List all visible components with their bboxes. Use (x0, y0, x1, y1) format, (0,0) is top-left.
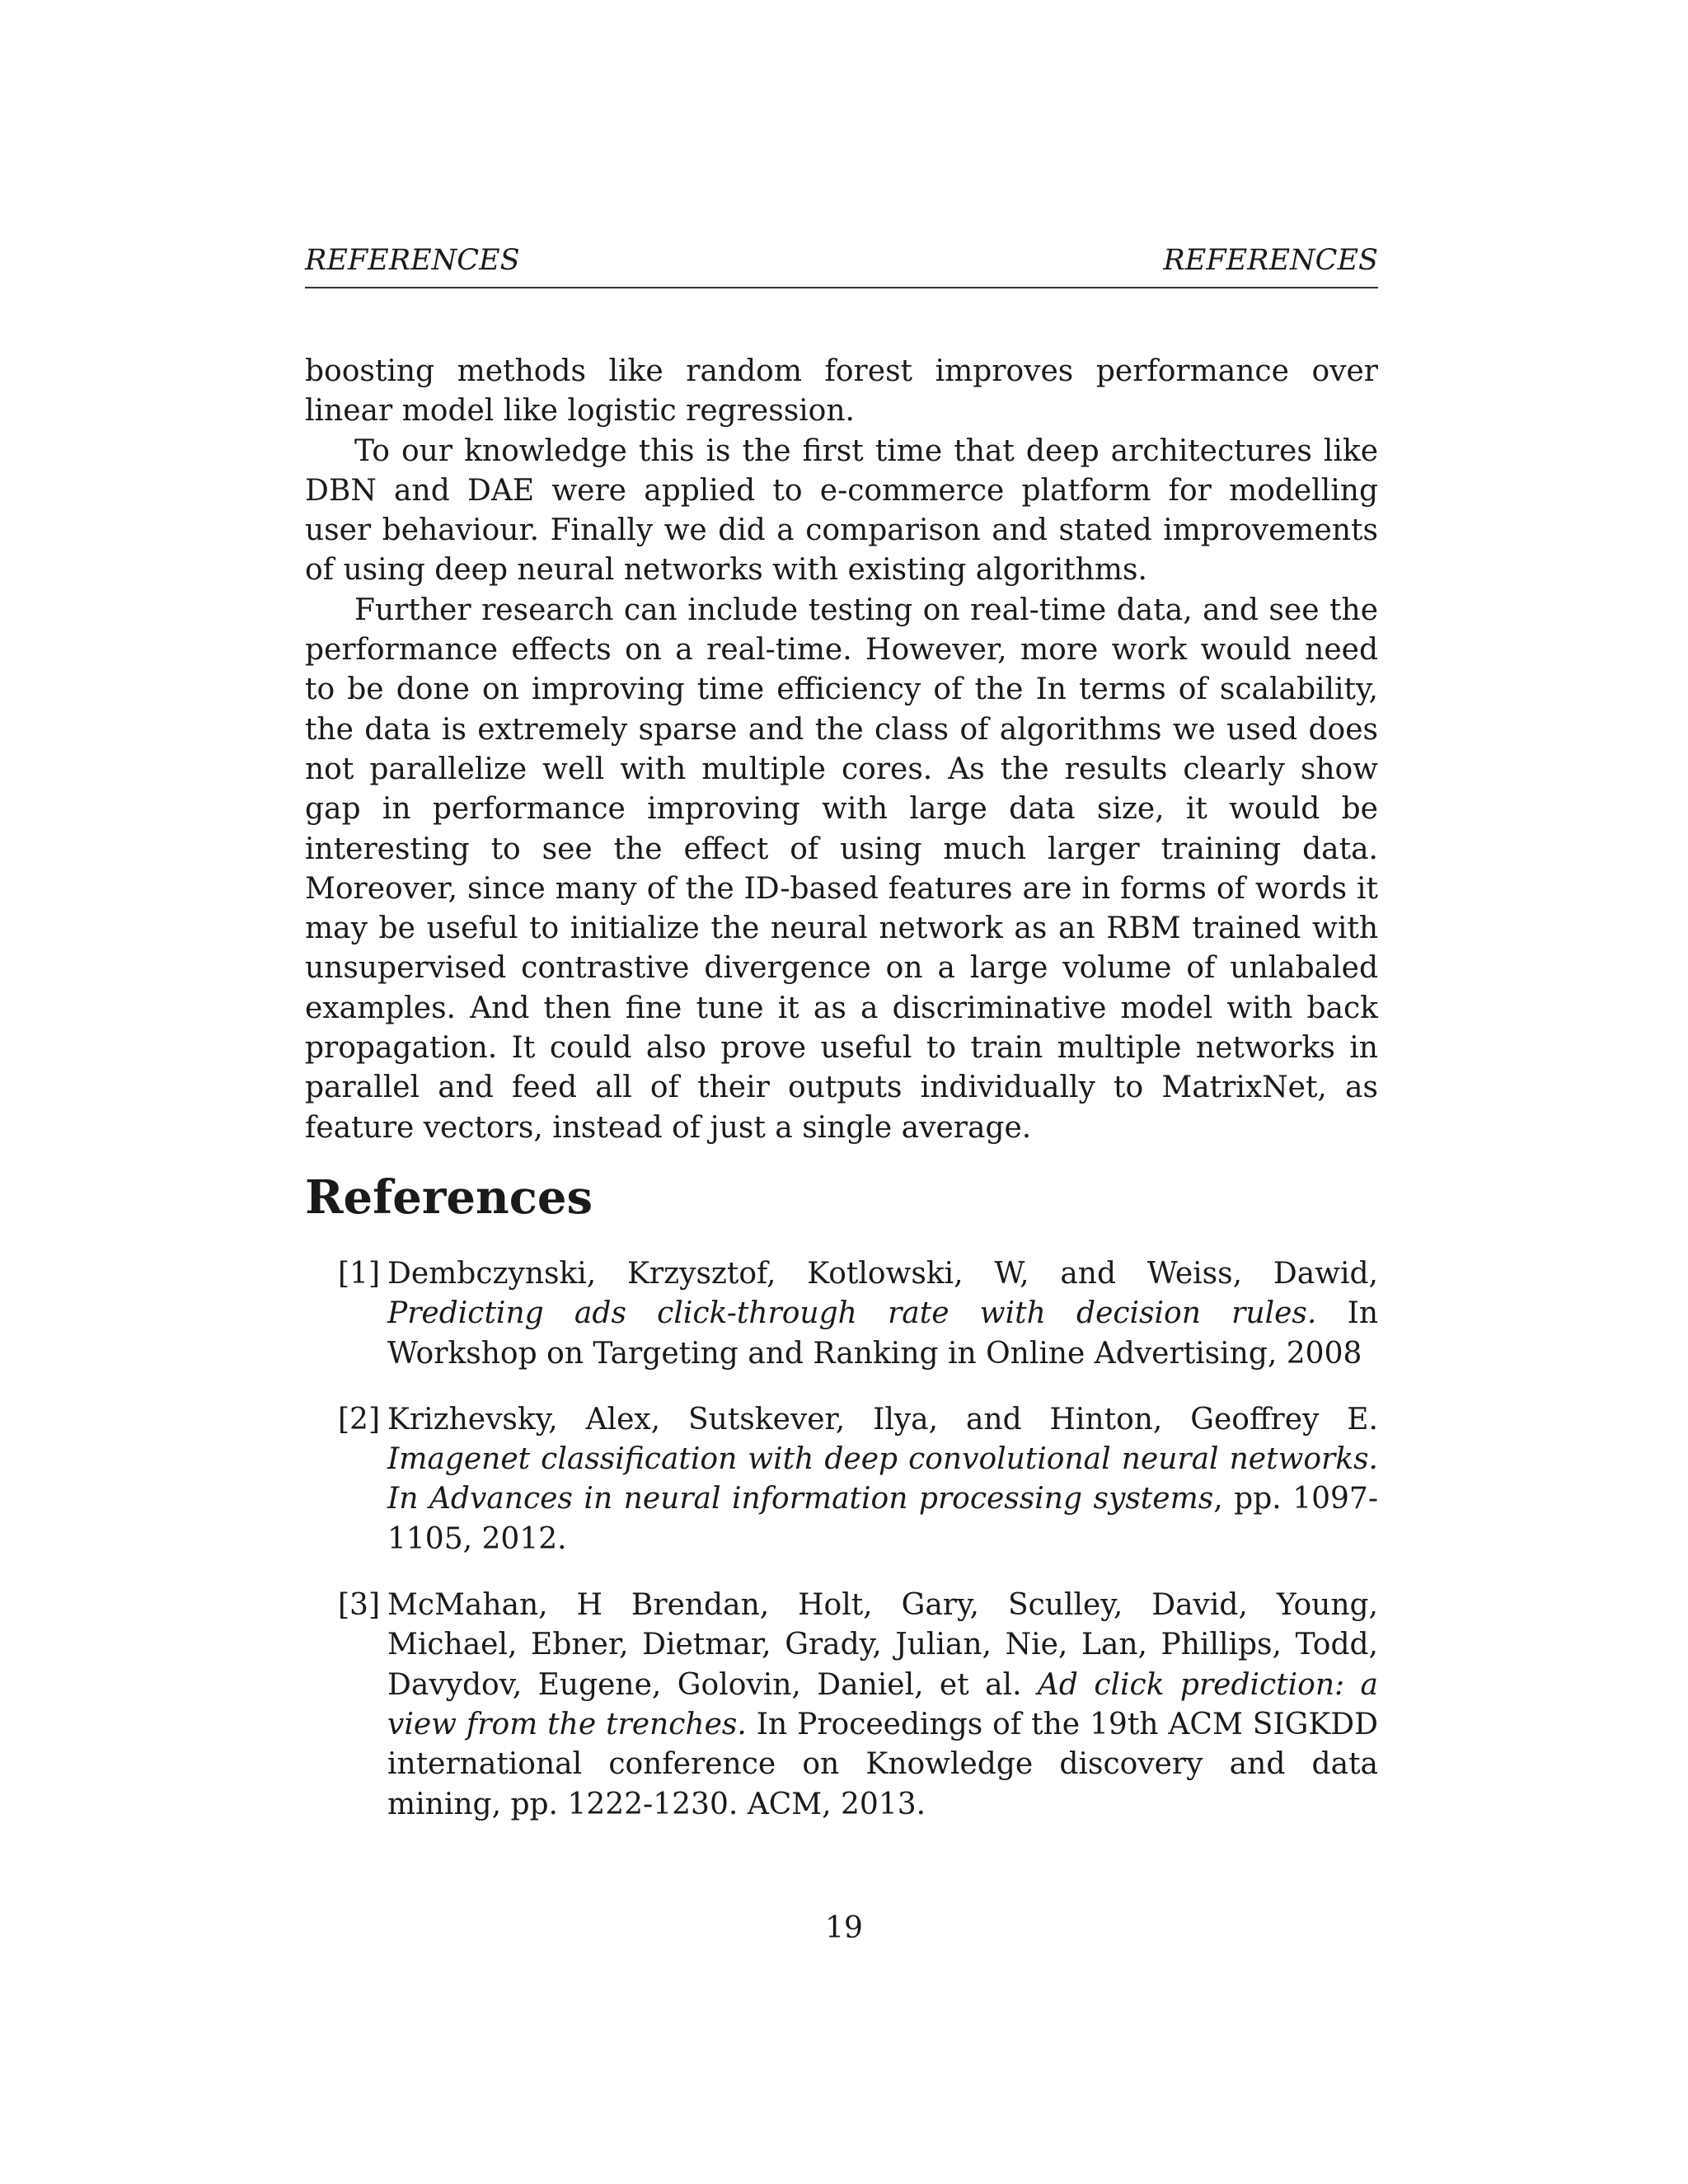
reference-authors: Krizhevsky, Alex, Sutskever, Ilya, and Hinton, Geoffrey E. (387, 1402, 1378, 1436)
reference-item (305, 1254, 1378, 1374)
section-heading: References (305, 1170, 593, 1225)
paragraph: Further research can include testing on real-time data, and see the performance effects on a real-time. However, more work would need to be done on improving time efficiency of the In terms of scalability, the data is extremely sparse and the class of algorithms we used does not parallelize well with multiple cores. As the results clearly show gap in performance improving with large data size, it would be interesting to see the effect of using much larger training data. Moreover, since many of the ID-based features are in forms of words it may be useful to initialize the neural network as an RBM trained with unsupervised contrastive divergence on a large volume of unlabaled examples. And then fine tune it as a discriminative model with back propagation. It could also prove useful to train multiple networks in parallel and feed all of their outputs individually to MatrixNet, as feature vectors, instead of just a single average. (305, 593, 1378, 1145)
body-text (305, 352, 1378, 1148)
reference-authors: McMahan, H Brendan, Holt, Gary, Sculley, David, Young, Michael, Ebner, Dietmar, Grady, Julian, Nie, Lan, Phillips, Todd, Davydov, Eugene, Golovin, Daniel, et al. (387, 1588, 1378, 1702)
reference-venue: In Workshop on Targeting and Ranking in Online Advertising, 2008 (387, 1296, 1378, 1371)
reference-venue: , pp. 1097-1105, 2012. (387, 1482, 1378, 1556)
reference-title: Imagenet classification with deep convolutional neural networks. In Advances in neural information processing systems (387, 1442, 1378, 1516)
reference-number: [2] (338, 1402, 380, 1436)
paragraph: To our knowledge this is the first time that deep architectures like DBN and DAE were applied to e-commerce platform for modelling user behaviour. Finally we did a comparison and stated improvements of using deep neural networks with existing algorithms. (305, 434, 1378, 588)
reference-list (305, 1254, 1378, 1851)
reference-title: Ad click prediction: a view from the trenches. (387, 1667, 1379, 1741)
reference-number: [1] (338, 1257, 380, 1291)
reference-item (305, 1400, 1378, 1559)
reference-number: [3] (338, 1588, 380, 1623)
reference-item (305, 1586, 1378, 1825)
reference-venue: In Proceedings of the 19th ACM SIGKDD international conference on Knowledge discovery and data mining, pp. 1222-1230. ACM, 2013. (387, 1707, 1379, 1821)
reference-title: Predicting ads click-through rate with decision rules. (387, 1296, 1317, 1331)
paragraph: boosting methods like random forest improves performance over linear model like logistic regression. (305, 354, 1378, 429)
running-head-right: REFERENCES (1163, 244, 1378, 277)
running-head-left: REFERENCES (305, 244, 520, 277)
running-head (305, 241, 1378, 288)
reference-authors: Dembczynski, Krzysztof, Kotlowski, W, and Weiss, Dawid, (387, 1257, 1378, 1291)
page-number: 19 (825, 1911, 863, 1945)
